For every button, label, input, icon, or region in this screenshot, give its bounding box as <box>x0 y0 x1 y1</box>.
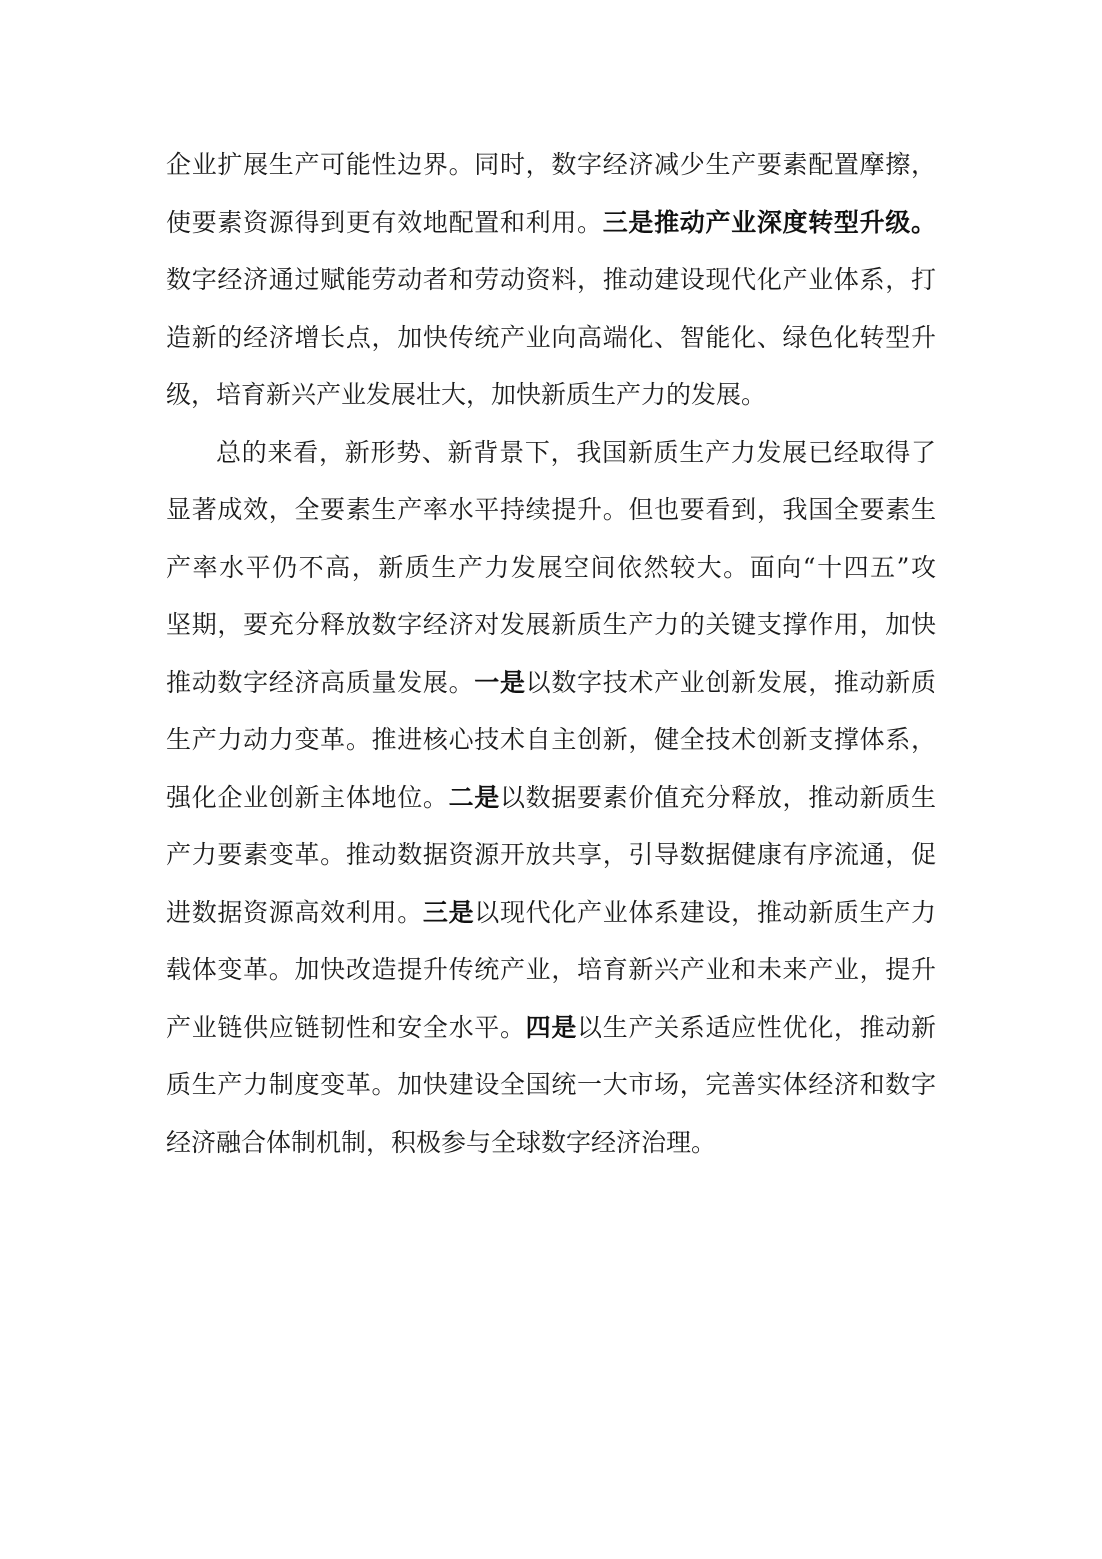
text-run: 进数据资源高效利用。 <box>166 897 423 927</box>
paragraph-1 <box>166 136 936 424</box>
text-line <box>166 366 936 424</box>
text-line <box>166 424 936 482</box>
text-run: 以现代化产业体系建设，推动新质生产力 <box>474 897 936 927</box>
text-line <box>166 596 936 654</box>
text-line <box>166 136 936 194</box>
bold-heading-run: 三是 <box>422 897 475 927</box>
text-run: 载体变革。加快改造提升传统产业，培育新兴产业和未来产业，提升 <box>166 955 936 984</box>
text-run: 使要素资源得到更有效地配置和利用。 <box>166 207 603 237</box>
text-line <box>166 769 936 827</box>
text-run: 经济融合体制机制，积极参与全球数字经济治理。 <box>166 1127 717 1157</box>
text-line <box>166 884 936 942</box>
bold-heading-run: 三是推动产业深度转型升级。 <box>602 207 936 237</box>
text-line <box>166 1056 936 1114</box>
text-run: 级，培育新兴产业发展壮大，加快新质生产力的发展。 <box>166 380 767 409</box>
text-run: 造新的经济增长点，加快传统产业向高端化、智能化、绿色化转型升 <box>166 322 936 352</box>
text-run: 产业链供应链韧性和安全水平。 <box>166 1012 526 1042</box>
text-line <box>166 711 936 769</box>
text-line <box>166 194 936 252</box>
text-line <box>166 941 936 999</box>
text-run: 质生产力制度变革。加快建设全国统一大市场，完善实体经济和数字 <box>166 1070 936 1099</box>
text-line <box>166 654 936 712</box>
text-run: 坚期，要充分释放数字经济对发展新质生产力的关键支撑作用，加快 <box>166 610 936 639</box>
text-run: 以生产关系适应性优化，推动新 <box>577 1012 936 1042</box>
text-run: 总的来看，新形势、新背景下，我国新质生产力发展已经取得了 <box>216 437 936 467</box>
text-run: 产力要素变革。推动数据资源开放共享，引导数据健康有序流通，促 <box>166 840 936 869</box>
text-line <box>166 481 936 539</box>
text-line <box>166 1114 936 1172</box>
text-run: 产率水平仍不高，新质生产力发展空间依然较大。面向“十四五”攻 <box>166 552 936 582</box>
body-text <box>166 136 936 1171</box>
paragraph-2 <box>166 424 936 1172</box>
bold-heading-run: 一是 <box>474 667 526 697</box>
text-run: 生产力动力变革。推进核心技术自主创新，健全技术创新支撑体系， <box>166 725 936 754</box>
text-line <box>166 539 936 597</box>
text-run: 推动数字经济高质量发展。 <box>166 667 475 697</box>
text-line <box>166 251 936 309</box>
text-run: 以数字技术产业创新发展，推动新质 <box>525 667 936 697</box>
text-line <box>166 826 936 884</box>
text-line <box>166 309 936 367</box>
text-run: 强化企业创新主体地位。 <box>166 782 449 812</box>
text-line <box>166 999 936 1057</box>
bold-heading-run: 二是 <box>448 782 500 812</box>
text-run: 显著成效，全要素生产率水平持续提升。但也要看到，我国全要素生 <box>166 495 936 524</box>
bold-heading-run: 四是 <box>525 1012 578 1042</box>
text-run: 企业扩展生产可能性边界。同时，数字经济减少生产要素配置摩擦， <box>166 150 936 179</box>
text-run: 数字经济通过赋能劳动者和劳动资料，推动建设现代化产业体系，打 <box>166 265 936 294</box>
text-run: 以数据要素价值充分释放，推动新质生 <box>499 782 936 812</box>
